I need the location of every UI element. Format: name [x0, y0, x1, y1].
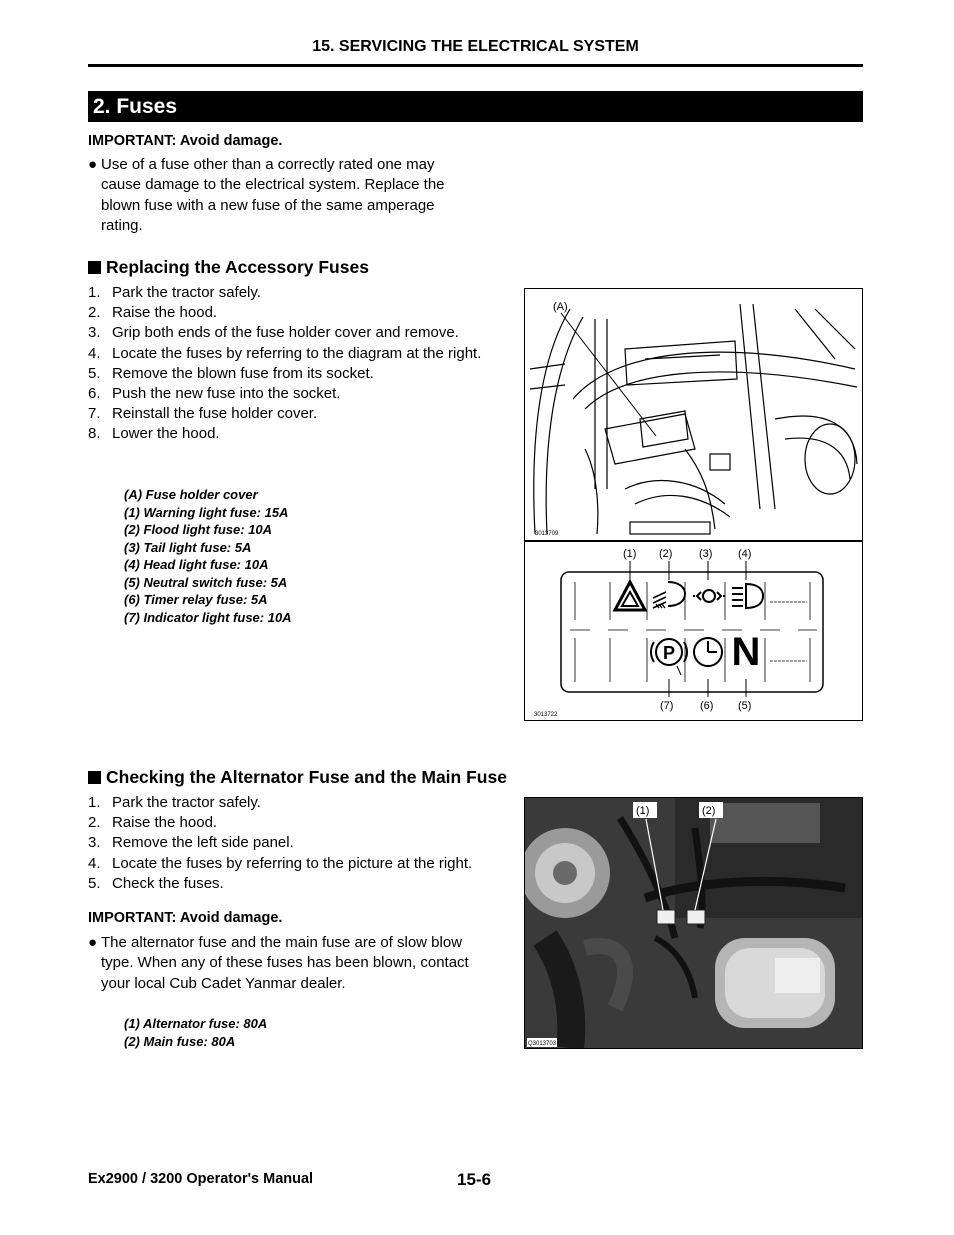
step-number: 3. — [88, 324, 101, 342]
step-item — [88, 283, 488, 303]
step-text: Push the new fuse into the socket. — [112, 385, 341, 403]
diagram-label-7: (7) — [660, 700, 674, 712]
step-number: 1. — [88, 284, 101, 301]
diagram-label-5: (5) — [738, 700, 752, 712]
important-line: blown fuse with a new fuse of the same amperage — [101, 196, 435, 214]
diagram-label-6: (6) — [700, 700, 714, 712]
page-header: 15. SERVICING THE ELECTRICAL SYSTEM — [312, 38, 639, 55]
legend-item: (4) Head light fuse: 10A — [124, 557, 269, 572]
important-line: type. When any of these fuses has been blown, contact — [101, 954, 469, 972]
warning-triangle-icon — [615, 582, 645, 610]
bullet-dot: ● — [88, 156, 98, 173]
step-number: 6. — [88, 385, 101, 403]
important-text — [101, 155, 445, 236]
figure-id: 3013722 — [534, 712, 558, 718]
important-line: cause damage to the electrical system. Replace the — [101, 176, 445, 194]
square-bullet-icon — [88, 261, 101, 274]
step-text: Locate the fuses by referring to the picture at the right. — [112, 854, 473, 872]
step-text: Park the tractor safely. — [112, 794, 261, 811]
section-title-bar — [88, 91, 863, 122]
legend-item: (1) Warning light fuse: 15A — [124, 504, 289, 520]
step-number: 5. — [88, 364, 101, 382]
fuse-holder-illustration — [525, 289, 862, 540]
accessory-heading — [88, 257, 369, 278]
legend-item: (6) Timer relay fuse: 5A — [124, 592, 268, 607]
neutral-symbol: N — [731, 630, 761, 674]
step-text: Locate the fuses by referring to the diagram at the right. — [112, 344, 482, 362]
step-item — [88, 833, 498, 853]
important-line: rating. — [101, 216, 143, 234]
step-number: 2. — [88, 814, 101, 832]
step-item — [88, 404, 488, 424]
step-number: 7. — [88, 405, 101, 423]
bullet-dot: ● — [88, 934, 98, 951]
legend-item: (7) Indicator light fuse: 10A — [124, 609, 292, 625]
step-text: Check the fuses. — [112, 874, 224, 892]
legend-item: (3) Tail light fuse: 5A — [124, 539, 252, 555]
diagram-label-3: (3) — [699, 548, 713, 560]
diagram-label-2: (2) — [659, 548, 673, 560]
step-number: 4. — [88, 344, 101, 362]
legend-item: (5) Neutral switch fuse: 5A — [124, 574, 288, 590]
step-item — [88, 874, 498, 894]
step-item — [88, 303, 488, 323]
accessory-legend — [124, 486, 292, 626]
legend-item: (2) Flood light fuse: 10A — [124, 522, 273, 537]
fuse-holder-photo — [524, 288, 863, 541]
step-number: 4. — [88, 854, 101, 872]
figure-id: Q3013703 — [528, 1041, 557, 1047]
alternator-fuse — [657, 910, 675, 924]
diagram-label-1: (1) — [623, 548, 637, 560]
alternator-legend — [124, 1015, 267, 1050]
engine-photo — [525, 798, 862, 1048]
important-heading: IMPORTANT: Avoid damage. — [88, 910, 283, 926]
step-item — [88, 323, 488, 343]
step-item — [88, 344, 488, 364]
step-text: Lower the hood. — [112, 425, 220, 443]
figure-id: 3013709 — [535, 531, 559, 537]
main-fuse — [687, 910, 705, 924]
alternator-steps — [88, 793, 498, 894]
alternator-heading-text: Checking the Alternator Fuse and the Main Fuse — [106, 767, 507, 787]
head-light-icon — [732, 584, 763, 608]
accessory-steps — [88, 283, 488, 445]
step-text: Grip both ends of the fuse holder cover and remove. — [112, 324, 459, 342]
important-heading: IMPORTANT: Avoid damage. — [88, 133, 283, 149]
important-text — [101, 933, 469, 994]
flood-light-icon — [653, 582, 685, 608]
page-number: 15-6 — [457, 1170, 492, 1189]
fuse-layout-svg — [525, 542, 862, 720]
legend-item: (1) Alternator fuse: 80A — [124, 1016, 268, 1031]
step-item — [88, 813, 498, 833]
step-item — [88, 793, 498, 813]
step-number: 2. — [88, 304, 101, 322]
tail-light-icon — [693, 590, 725, 602]
step-item — [88, 364, 488, 384]
callout-a: (A) — [553, 301, 568, 313]
step-item — [88, 424, 488, 444]
step-number: 5. — [88, 874, 101, 892]
step-text: Reinstall the fuse holder cover. — [112, 405, 318, 423]
timer-clock-icon — [694, 638, 722, 666]
step-text: Raise the hood. — [112, 814, 218, 832]
step-item — [88, 854, 498, 874]
step-text: Raise the hood. — [112, 304, 218, 322]
accessory-heading-text: Replacing the Accessory Fuses — [106, 257, 369, 277]
step-text: Park the tractor safely. — [112, 284, 261, 301]
step-number: 1. — [88, 794, 101, 811]
alternator-heading — [88, 767, 507, 788]
step-number: 8. — [88, 425, 101, 443]
photo-label-1: (1) — [636, 805, 650, 817]
important-line: Use of a fuse other than a correctly rated one may — [101, 156, 435, 173]
legend-item: (2) Main fuse: 80A — [124, 1033, 236, 1049]
step-number: 3. — [88, 834, 101, 852]
square-bullet-icon — [88, 771, 101, 784]
important-line: The alternator fuse and the main fuse are of slow blow — [101, 934, 463, 951]
legend-item: (A) Fuse holder cover — [124, 487, 258, 502]
fuse-layout-diagram — [524, 541, 863, 721]
step-item — [88, 384, 488, 404]
diagram-label-4: (4) — [738, 548, 752, 560]
footer-manual-title: Ex2900 / 3200 Operator's Manual — [88, 1171, 314, 1187]
parking-symbol: P — [662, 643, 676, 663]
parking-brake-icon — [651, 639, 687, 675]
important-line: your local Cub Cadet Yanmar dealer. — [101, 974, 346, 992]
alternator-fuse-photo — [524, 797, 863, 1049]
photo-label-2: (2) — [702, 805, 716, 817]
starter-motor — [715, 938, 835, 1028]
step-text: Remove the blown fuse from its socket. — [112, 364, 374, 382]
header-rule — [88, 64, 863, 67]
step-text: Remove the left side panel. — [112, 834, 294, 852]
section-title: 2. Fuses — [93, 95, 178, 118]
